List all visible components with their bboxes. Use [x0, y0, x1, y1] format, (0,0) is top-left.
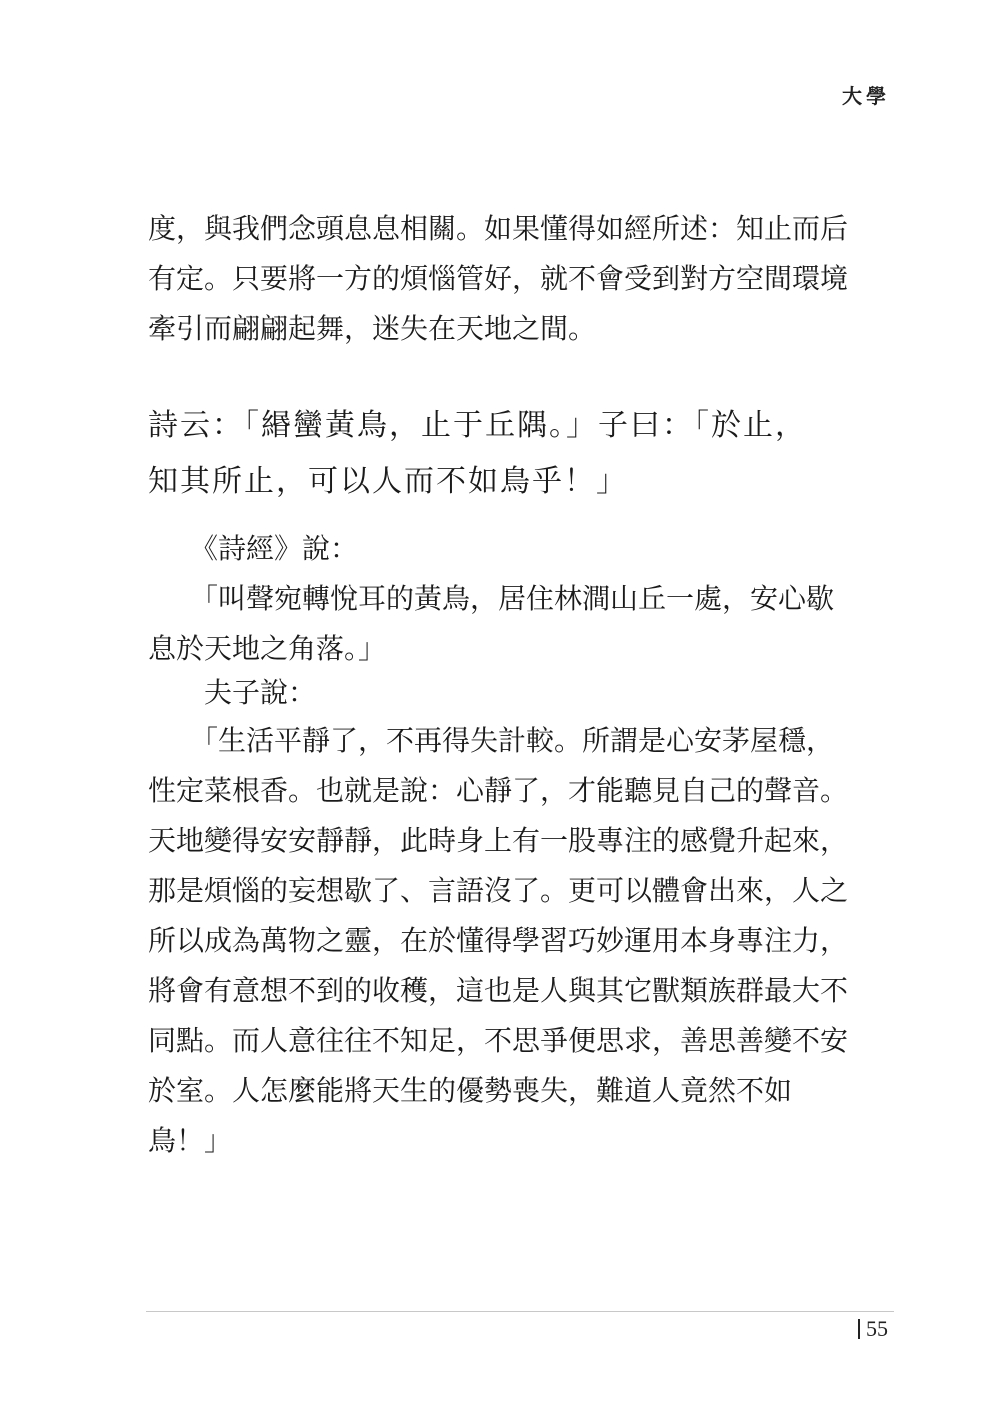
classic-text: 詩云：「緡蠻黃鳥，止于丘隅。」子曰：「於止， 知其所止，可以人而不如鳥乎！」	[148, 408, 807, 499]
shijing-quote: 「叫聲宛轉悅耳的黃鳥，居住林澗山丘一處，安心歇 息於天地之角落。」	[148, 582, 835, 665]
intro-paragraph: 度，與我們念頭息息相關。如果懂得如經所述：知止而后 有定。只要將一方的煩惱管好，就不會受到對方空間環境 牽引而翩翩起舞，迷失在天地之間。	[148, 212, 849, 345]
fuzi-label: 夫子說：	[148, 676, 317, 709]
page-number-text: 55	[866, 1316, 888, 1341]
page-number-bar	[858, 1319, 860, 1339]
shijing-label: 《詩經》說：	[148, 532, 359, 565]
footer-divider	[146, 1311, 894, 1312]
page-number	[858, 1316, 888, 1342]
fuzi-quote: 「生活平靜了，不再得失計較。所謂是心安茅屋穩， 性定菜根香。也就是說：心靜了，才能聽見自己的聲音。 天地變得安安靜靜，此時身上有一股專注的感覺升起來， 那是煩惱的妄想歇了、言語沒了。更可以體會出來，人之 所以成為萬物之靈，在於懂得學習巧妙運用本身專注力， 將會有意想不到的收穫，這也是人與其它獸類族群最大不 同點。而人意往往不知足，不思爭便思求，善思善變不安 於室。人怎麼能將天生的優勢喪失，難道人竟然不如 鳥！」	[148, 724, 849, 1157]
running-header-title: 大學	[842, 84, 890, 108]
